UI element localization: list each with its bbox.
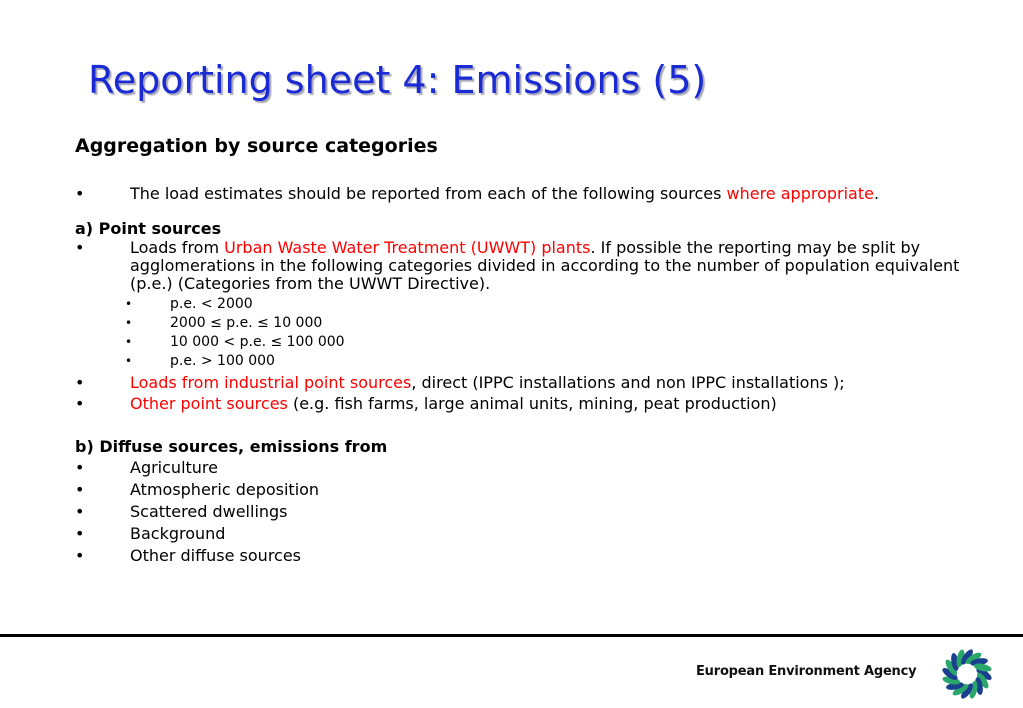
agency-name: European Environment Agency [696, 664, 917, 679]
category-item [75, 314, 975, 333]
page-title: Reporting sheet 4: Emissions (5) [88, 58, 707, 102]
category-label: 2000 ≤ p.e. ≤ 10 000 [170, 315, 323, 331]
eea-logo-icon [934, 644, 1000, 704]
category-label: p.e. > 100 000 [170, 353, 275, 369]
section-heading: Aggregation by source categories [75, 135, 438, 157]
uwwt-prefix: Loads from [130, 238, 225, 257]
bullet-icon: • [75, 524, 85, 543]
bullet-icon: • [125, 297, 133, 311]
intro-end: . [873, 184, 880, 203]
footer-divider [0, 634, 1023, 637]
bullet-icon: • [125, 316, 133, 330]
other-highlight: Other point sources [130, 394, 288, 413]
bullet-icon: • [75, 458, 85, 477]
intro-text: The load estimates should be reported from each of the following sources [130, 184, 727, 203]
point-sources-title: a) Point sources [75, 219, 222, 238]
bullet-icon: • [125, 335, 133, 349]
category-item [75, 333, 975, 352]
uwwt-bullet [75, 239, 975, 293]
industrial-suffix: , direct (IPPC installations and non IPPC installations ); [411, 373, 845, 392]
industrial-bullet [75, 374, 975, 392]
diffuse-label: Atmospheric deposition [130, 480, 320, 499]
other-suffix: (e.g. fish farms, large animal units, mining, peat production) [287, 394, 777, 413]
diffuse-item [75, 457, 975, 479]
bullet-icon: • [75, 394, 85, 413]
category-item [75, 295, 975, 314]
bullet-icon: • [75, 480, 85, 499]
diffuse-item [75, 479, 975, 501]
bullet-icon: • [75, 184, 85, 203]
category-label: 10 000 < p.e. ≤ 100 000 [170, 334, 345, 350]
intro-highlight: where appropriate [726, 184, 874, 203]
bullet-icon: • [75, 238, 85, 257]
bullet-icon: • [125, 354, 133, 368]
uwwt-suffix: . If possible the reporting may be split by agglomerations in the following categories divided in according to the number of population equivalent (p.e.) (Categories from the UWWT Directive). [130, 238, 960, 293]
diffuse-label: Agriculture [130, 458, 218, 477]
diffuse-item [75, 523, 975, 545]
slide-content [75, 132, 975, 567]
category-item [75, 352, 975, 371]
bullet-icon: • [75, 373, 85, 392]
uwwt-highlight: Urban Waste Water Treatment (UWWT) plants [224, 238, 591, 257]
diffuse-label: Scattered dwellings [130, 502, 288, 521]
diffuse-label: Other diffuse sources [130, 546, 302, 565]
bullet-icon: • [75, 546, 85, 565]
diffuse-item [75, 501, 975, 523]
diffuse-label: Background [130, 524, 226, 543]
diffuse-sources-title: b) Diffuse sources, emissions from [75, 437, 388, 456]
diffuse-item [75, 545, 975, 567]
category-label: p.e. < 2000 [170, 296, 253, 312]
logo-center [959, 666, 975, 682]
bullet-icon: • [75, 502, 85, 521]
industrial-highlight: Loads from industrial point sources [130, 373, 412, 392]
other-bullet [75, 395, 975, 413]
intro-bullet [75, 185, 975, 203]
